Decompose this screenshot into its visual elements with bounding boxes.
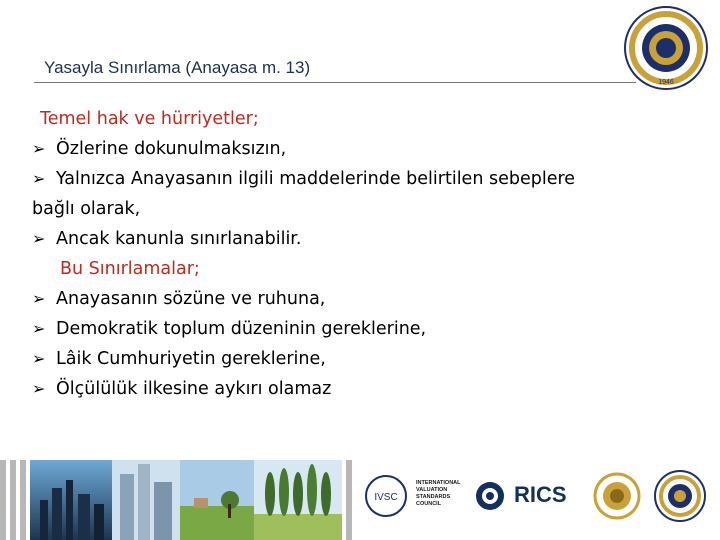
- list-item: ➢ Ancak kanunla sınırlanabilir.: [32, 224, 702, 254]
- footer-stripe: [346, 460, 352, 540]
- arrow-bullet-icon: ➢: [32, 289, 46, 308]
- ankara-university-logo: [622, 4, 710, 92]
- ivsc-logo: [360, 460, 414, 540]
- list-item: ➢ Yalnızca Anayasanın ilgili maddelerinde belirtilen sebeplere: [32, 164, 702, 194]
- heading-restrictions: Bu Sınırlamalar;: [60, 259, 200, 279]
- rics-lion-icon: [470, 460, 510, 540]
- list-item: ➢ Demokratik toplum düzeninin gereklerine,: [32, 314, 702, 344]
- logo-year: 1946: [658, 79, 674, 86]
- poplar-trees-photo: [254, 460, 342, 540]
- footer-stripe: [0, 460, 6, 540]
- list-item: ➢ Anayasanın sözüne ve ruhuna,: [32, 284, 702, 314]
- gold-seal-logo: [592, 460, 642, 540]
- title-divider: [34, 82, 636, 83]
- arrow-bullet-icon: ➢: [32, 319, 46, 338]
- arrow-bullet-icon: ➢: [32, 139, 46, 158]
- svg-text:IVSC: IVSC: [374, 492, 398, 503]
- skyscraper-photo: [112, 460, 180, 540]
- arrow-bullet-icon: ➢: [32, 169, 46, 188]
- list-item: ➢ Özlerine dokunulmaksızın,: [32, 134, 702, 164]
- list-item: ➢ Lâik Cumhuriyetin gereklerine,: [32, 344, 702, 374]
- rics-logo-text: RICS: [514, 482, 567, 507]
- footer-stripe: [20, 460, 26, 540]
- arrow-bullet-icon: ➢: [32, 349, 46, 368]
- slide-title: Yasayla Sınırlama (Anayasa m. 13): [44, 58, 311, 77]
- city-night-photo: [30, 460, 112, 540]
- footer-stripe: [10, 460, 16, 540]
- ivsc-name: INTERNATIONAL VALUATION STANDARDS COUNCIL: [416, 480, 461, 507]
- ankara-university-seal: [650, 460, 710, 540]
- countryside-photo: [180, 460, 254, 540]
- heading-fundamental-rights: Temel hak ve hürriyetler;: [40, 109, 259, 129]
- arrow-bullet-icon: ➢: [32, 229, 46, 248]
- slide-body: [32, 104, 702, 404]
- footer-banner: [0, 460, 720, 540]
- list-item: ➢ Ölçülülük ilkesine aykırı olamaz: [32, 374, 702, 404]
- arrow-bullet-icon: ➢: [32, 379, 46, 398]
- list-item-continuation: bağlı olarak,: [32, 199, 141, 219]
